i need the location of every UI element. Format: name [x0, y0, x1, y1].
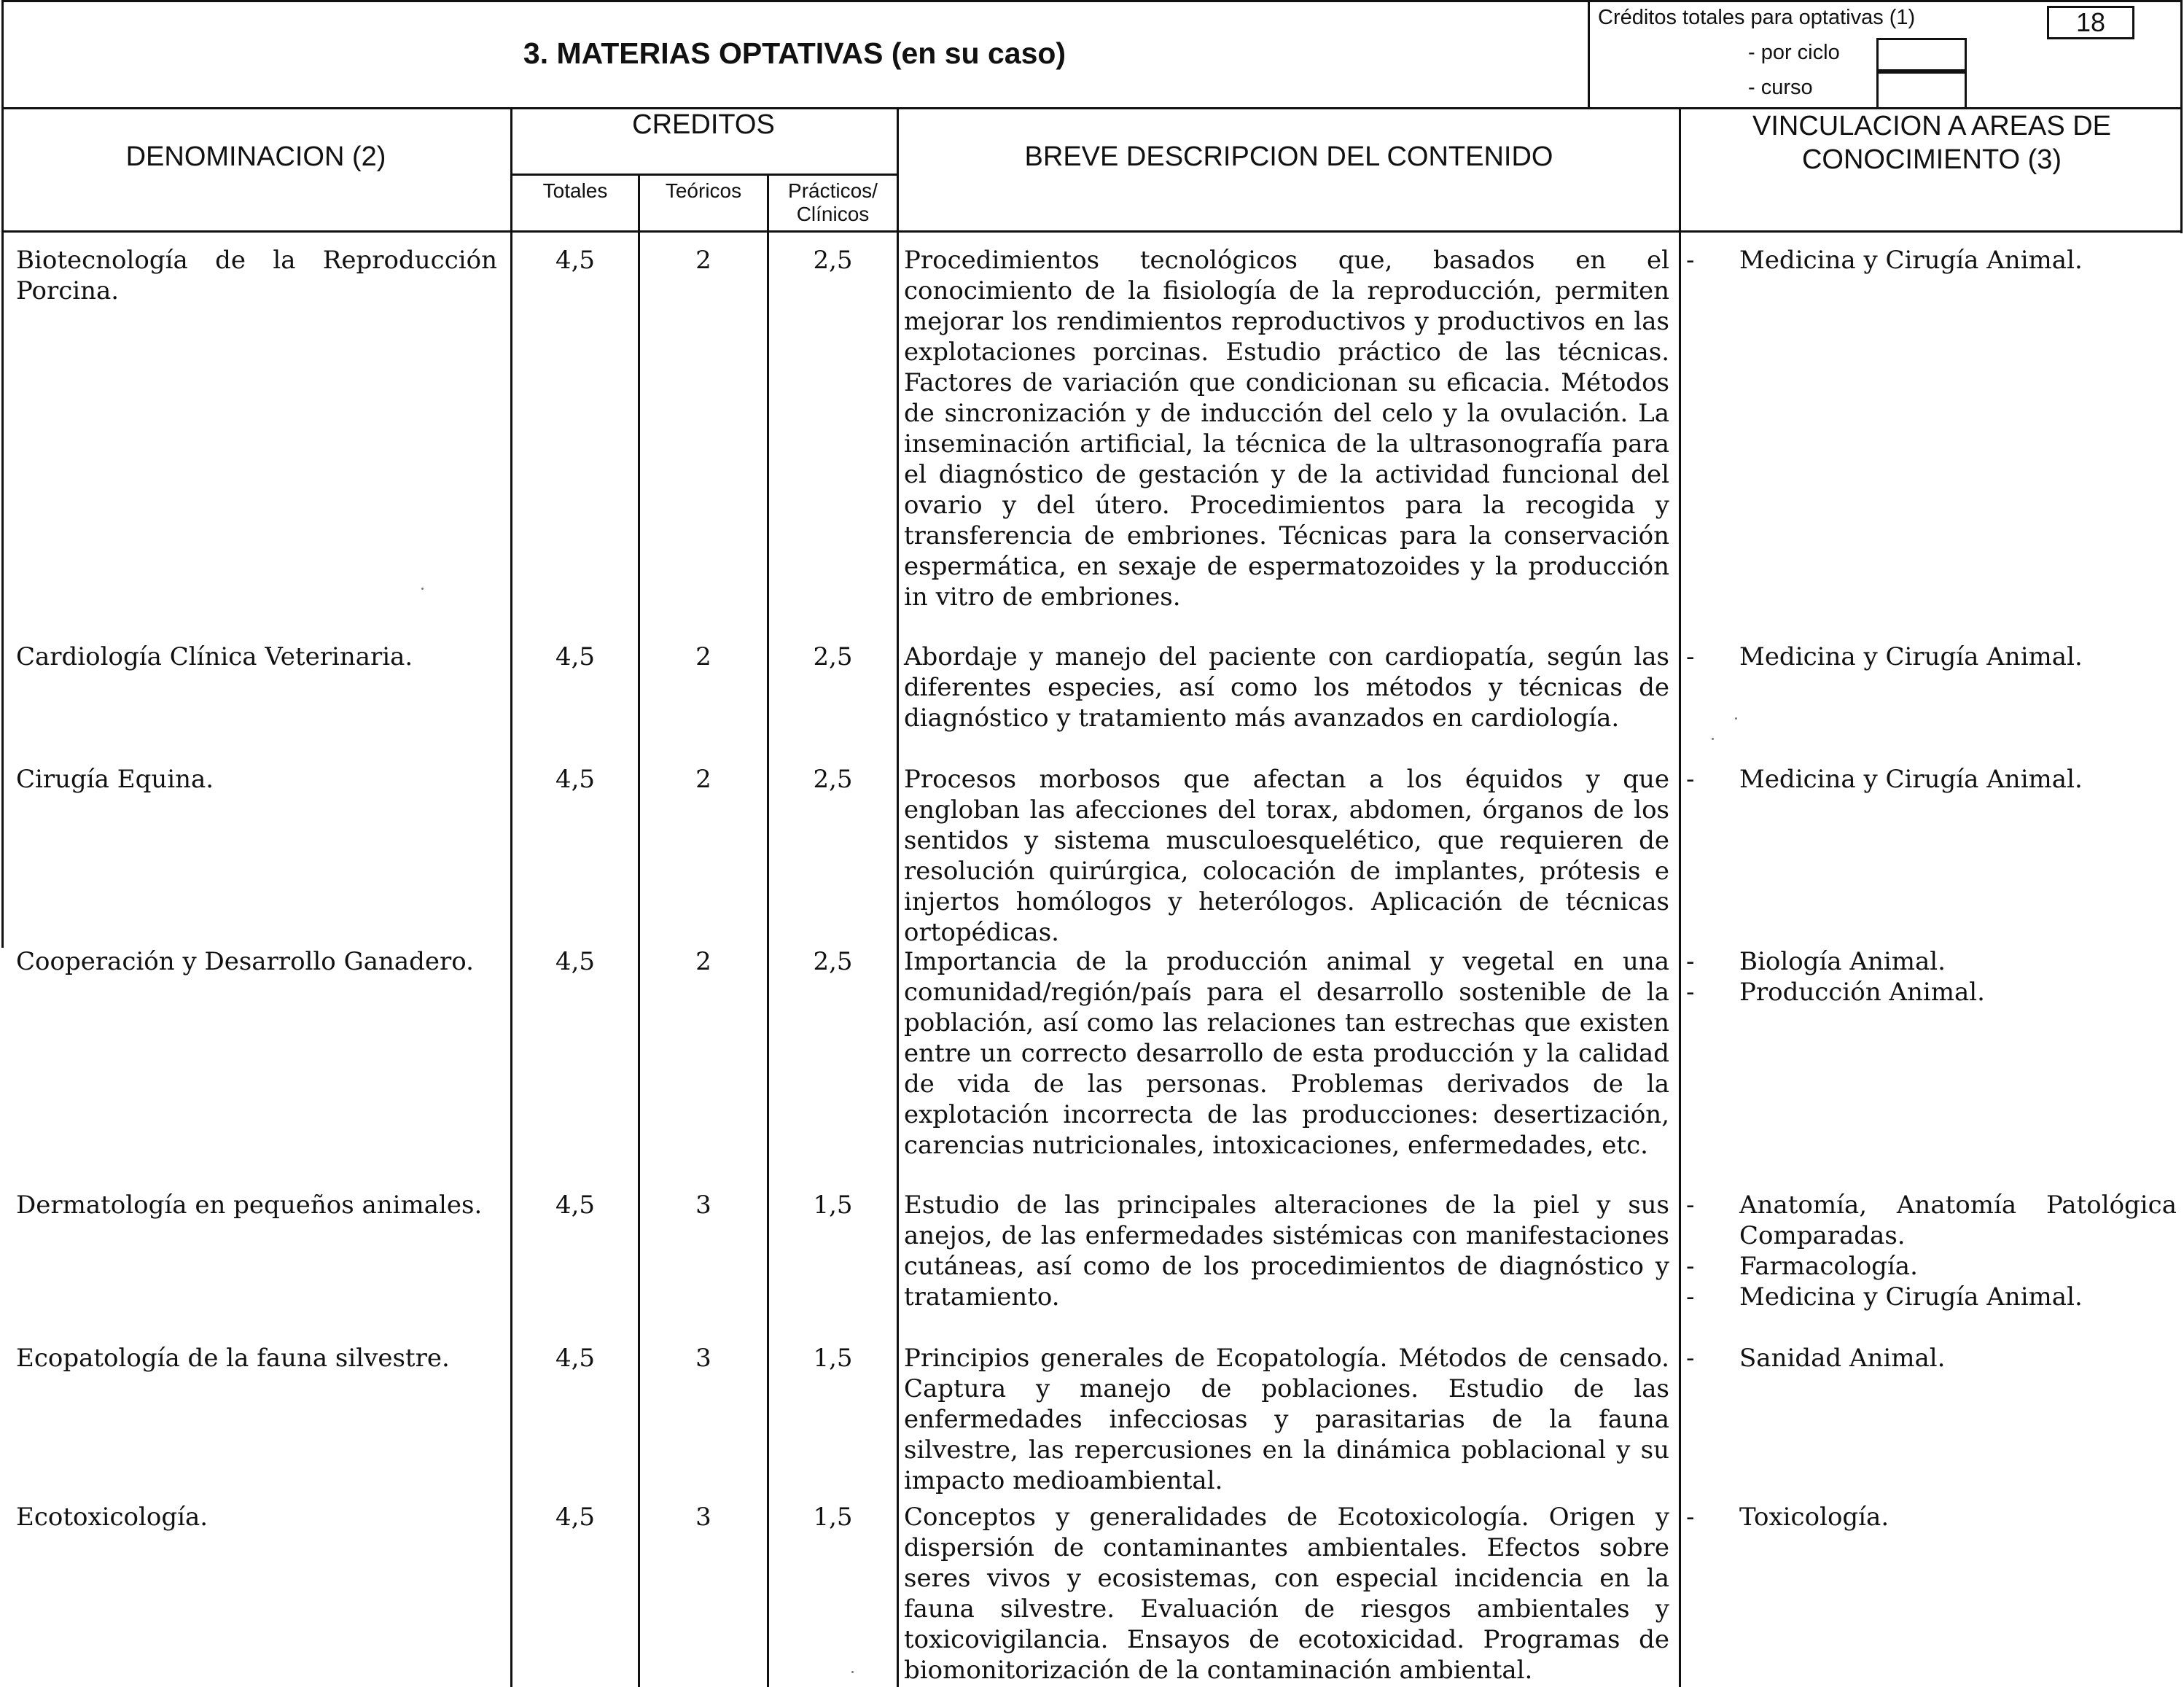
credits-totales: 4,5 [555, 246, 596, 275]
credits-practicos: 2,5 [813, 947, 853, 976]
col-practicos-right [897, 109, 899, 1687]
por-ciclo-label: - por ciclo [1748, 41, 1840, 64]
subject-name: Ecotoxicología. [16, 1503, 208, 1532]
credits-teoricos: 3 [695, 1344, 711, 1373]
subject-description: Conceptos y generalidades de Ecotoxicología. Origen y dispersión de contaminantes ambientales. Efectos sobre seres vivos y ecosistemas, con especial incidencia en la fauna silvestre. Evaluación de riesgos ambientales y toxicovigilancia. Ensayos de ecotoxicidad. Programas de biomonitorización de la contaminación ambiental. [904, 1503, 1669, 1685]
credits-totales: 4,5 [555, 642, 596, 671]
col-totales-right [638, 174, 640, 1687]
col-descripcion-right [1679, 109, 1681, 1687]
credits-totales: 4,5 [555, 1344, 596, 1373]
subject-description: Procesos morbosos que afectan a los équidos y que engloban las afecciones del torax, abdomen, órganos de los sentidos y sistema musculoesquelético, que requieren de resolución quirúrgica, colocación de implantes, prótesis e injertos homólogos y heterólogos. Aplicación de técnicas ortopédicas. [904, 765, 1669, 947]
subject-name: Ecopatología de la fauna silvestre. [16, 1344, 450, 1373]
subject-name: Cirugía Equina. [16, 765, 214, 794]
col-teoricos-right [767, 174, 769, 1687]
credits-teoricos: 2 [695, 642, 711, 671]
area-item: Producción Animal. [1739, 978, 1985, 1007]
area-bullet: - [1686, 978, 1695, 1007]
subject-name: Biotecnología de la Reproducción Porcina. [16, 246, 497, 305]
subject-description: Abordaje y manejo del paciente con cardiopatía, según las diferentes especies, así como los métodos y técnicas de diagnóstico y tratamiento más avanzados en cardiología. [904, 642, 1669, 733]
credits-practicos: 2,5 [813, 765, 853, 794]
left-border [1, 109, 4, 948]
curso-box [1876, 71, 1967, 109]
header-totales: Totales [542, 179, 608, 202]
header-vinculacion-line2: CONOCIMIENTO (3) [1801, 144, 2062, 175]
header-denominacion: DENOMINACION (2) [125, 141, 386, 172]
creditos-totales-label: Créditos totales para optativas (1) [1598, 6, 1916, 29]
area-bullet: - [1686, 246, 1695, 275]
header-descripcion: BREVE DESCRIPCION DEL CONTENIDO [1024, 141, 1553, 172]
header-practicos [769, 179, 897, 226]
area-bullet: - [1686, 1503, 1695, 1532]
subject-name: Cardiología Clínica Veterinaria. [16, 642, 413, 671]
col-denominacion-right [510, 109, 512, 1687]
scan-speck [421, 588, 424, 590]
credits-totales: 4,5 [555, 1191, 596, 1220]
header-practicos-line1: Prácticos/ [788, 179, 878, 202]
creditos-totales-value: 18 [2047, 6, 2134, 39]
credits-practicos: 2,5 [813, 246, 853, 275]
area-item: Toxicología. [1739, 1503, 1889, 1532]
table-header-bottom-line [1, 230, 2183, 233]
credits-practicos: 1,5 [813, 1191, 853, 1220]
area-item: Medicina y Cirugía Animal. [1739, 642, 2083, 671]
subject-description: Procedimientos tecnológicos que, basados en el conocimiento de la fisiología de la reproducción, permiten mejorar los rendimientos reproductivos y productivos en las explotaciones porcinas. Estudio práctico de las técnicas. Factores de variación que condicionan su eficacia. Métodos de sincronización y de inducción del celo y la ovulación. La inseminación artificial, la técnica de la ultrasonografía para el diagnóstico de gestación y de la actividad funcional del ovario y del útero. Procedimientos para la recogida y transferencia de embriones. Técnicas para la conservación espermática, en sexaje de espermatozoides y la producción in vitro de embriones. [904, 246, 1669, 612]
curso-label: - curso [1748, 76, 1813, 99]
page-title: 3. MATERIAS OPTATIVAS (en su caso) [523, 36, 1066, 70]
credits-practicos: 1,5 [813, 1344, 853, 1373]
credits-teoricos: 3 [695, 1503, 711, 1532]
credits-totales: 4,5 [555, 765, 596, 794]
scan-speck [1712, 738, 1714, 740]
area-item: Farmacología. [1739, 1252, 1918, 1281]
area-item: Anatomía, Anatomía Patológica Comparadas. [1739, 1191, 2177, 1250]
area-bullet: - [1686, 642, 1695, 671]
area-item: Medicina y Cirugía Animal. [1739, 765, 2083, 794]
scan-speck [1735, 717, 1737, 720]
scan-speck [851, 1671, 854, 1673]
credits-teoricos: 2 [695, 765, 711, 794]
area-item: Medicina y Cirugía Animal. [1739, 246, 2083, 275]
area-bullet: - [1686, 1252, 1695, 1281]
credits-totales: 4,5 [555, 1503, 596, 1532]
area-item: Medicina y Cirugía Animal. [1739, 1282, 2083, 1312]
area-item: Sanidad Animal. [1739, 1344, 1946, 1373]
subject-name: Dermatología en pequeños animales. [16, 1191, 483, 1220]
credits-practicos: 1,5 [813, 1503, 853, 1532]
credits-teoricos: 3 [695, 1191, 711, 1220]
header-vinculacion [1681, 109, 2183, 176]
credits-teoricos: 2 [695, 246, 711, 275]
header-practicos-line2: Clínicos [796, 203, 870, 225]
area-bullet: - [1686, 1191, 1695, 1220]
area-bullet: - [1686, 1344, 1695, 1373]
subject-name: Cooperación y Desarrollo Ganadero. [16, 947, 474, 976]
credits-teoricos: 2 [695, 947, 711, 976]
area-bullet: - [1686, 765, 1695, 794]
credits-practicos: 2,5 [813, 642, 853, 671]
header-teoricos: Teóricos [665, 179, 742, 202]
area-bullet: - [1686, 1282, 1695, 1312]
por-ciclo-box [1876, 38, 1967, 71]
subject-description: Estudio de las principales alteraciones de la piel y sus anejos, de las enfermedades sistémicas con manifestaciones cutáneas, así como de los procedimientos de diagnóstico y tratamiento. [904, 1191, 1669, 1312]
header-creditos: CREDITOS [632, 109, 775, 140]
creditos-divider-line [510, 174, 897, 176]
subject-description: Principios generales de Ecopatología. Métodos de censado. Captura y manejo de poblaciones. Estudio de las enfermedades infecciosas y parasitarias de la fauna silvestre, las repercusiones en la dinámica poblacional y su impacto medioambiental. [904, 1344, 1669, 1495]
area-bullet: - [1686, 947, 1695, 976]
credits-totales: 4,5 [555, 947, 596, 976]
subject-description: Importancia de la producción animal y vegetal en una comunidad/región/país para el desarrollo sostenible de la población, así como las relaciones tan estrechas que existen entre un correcto desarrollo de esta producción y la calidad de vida de las personas. Problemas derivados de la explotación incorrecta de las producciones: desertización, carencias nutricionales, intoxicaciones, enfermedades, etc. [904, 947, 1669, 1160]
area-item: Biología Animal. [1739, 947, 1946, 976]
header-vinculacion-line1: VINCULACION A AREAS DE [1752, 111, 2112, 141]
